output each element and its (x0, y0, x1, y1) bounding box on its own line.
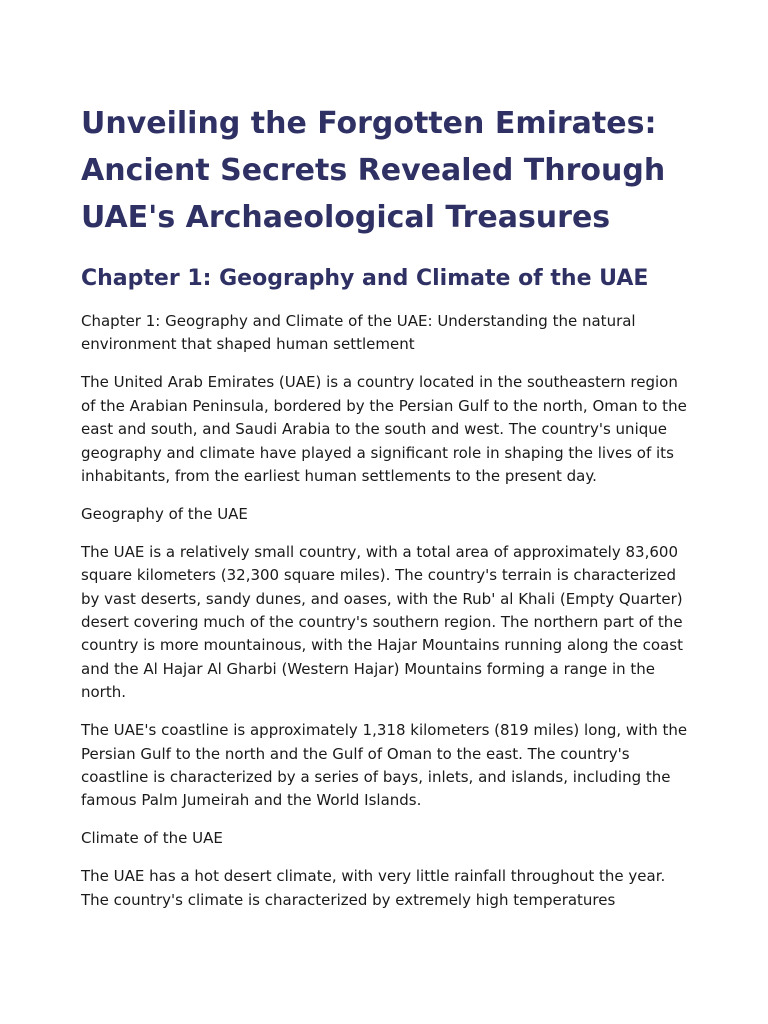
paragraph-coastline: The UAE's coastline is approximately 1,318 kilometers (819 miles) long, with the Persian Gulf to the north and the Gulf of Oman to the east. The country's coastline is characterized by a series of bays, inlets, and islands, including the famous Palm Jumeirah and the World Islands. (81, 721, 688, 810)
section-label-geography: Geography of the UAE (81, 504, 248, 523)
chapter-heading: Chapter 1: Geography and Climate of the UAE (81, 266, 649, 291)
paragraph-geography: The UAE is a relatively small country, with a total area of approximately 83,600 square kilometers (32,300 square miles). The country's terrain is characterized by vast deserts, sandy dunes, and oases, with the Rub' al Khali (Empty Quarter) desert covering much of the country's southern region. The northern part of the country is more mountainous, with the Hajar Mountains running along the coast and the Al Hajar Al Gharbi (Western Hajar) Mountains forming a range in the north. (81, 542, 683, 702)
document-title: Unveiling the Forgotten Emirates: Ancient Secrets Revealed Through UAE's Archaeological Treasures (81, 106, 666, 235)
document-page (81, 100, 691, 912)
paragraph-climate: The UAE has a hot desert climate, with very little rainfall throughout the year. The country's climate is characterized by extremely high temperatures (81, 867, 666, 909)
paragraph-intro: The United Arab Emirates (UAE) is a country located in the southeastern region of the Arabian Peninsula, bordered by the Persian Gulf to the north, Oman to the east and south, and Saudi Arabia to the south and west. The country's unique geography and climate have played a significant role in shaping the lives of its inhabitants, from the earliest human settlements to the present day. (81, 373, 687, 485)
section-label-climate: Climate of the UAE (81, 829, 223, 848)
paragraph-chapter-subtitle: Chapter 1: Geography and Climate of the UAE: Understanding the natural environment that shaped human settlement (81, 312, 636, 354)
